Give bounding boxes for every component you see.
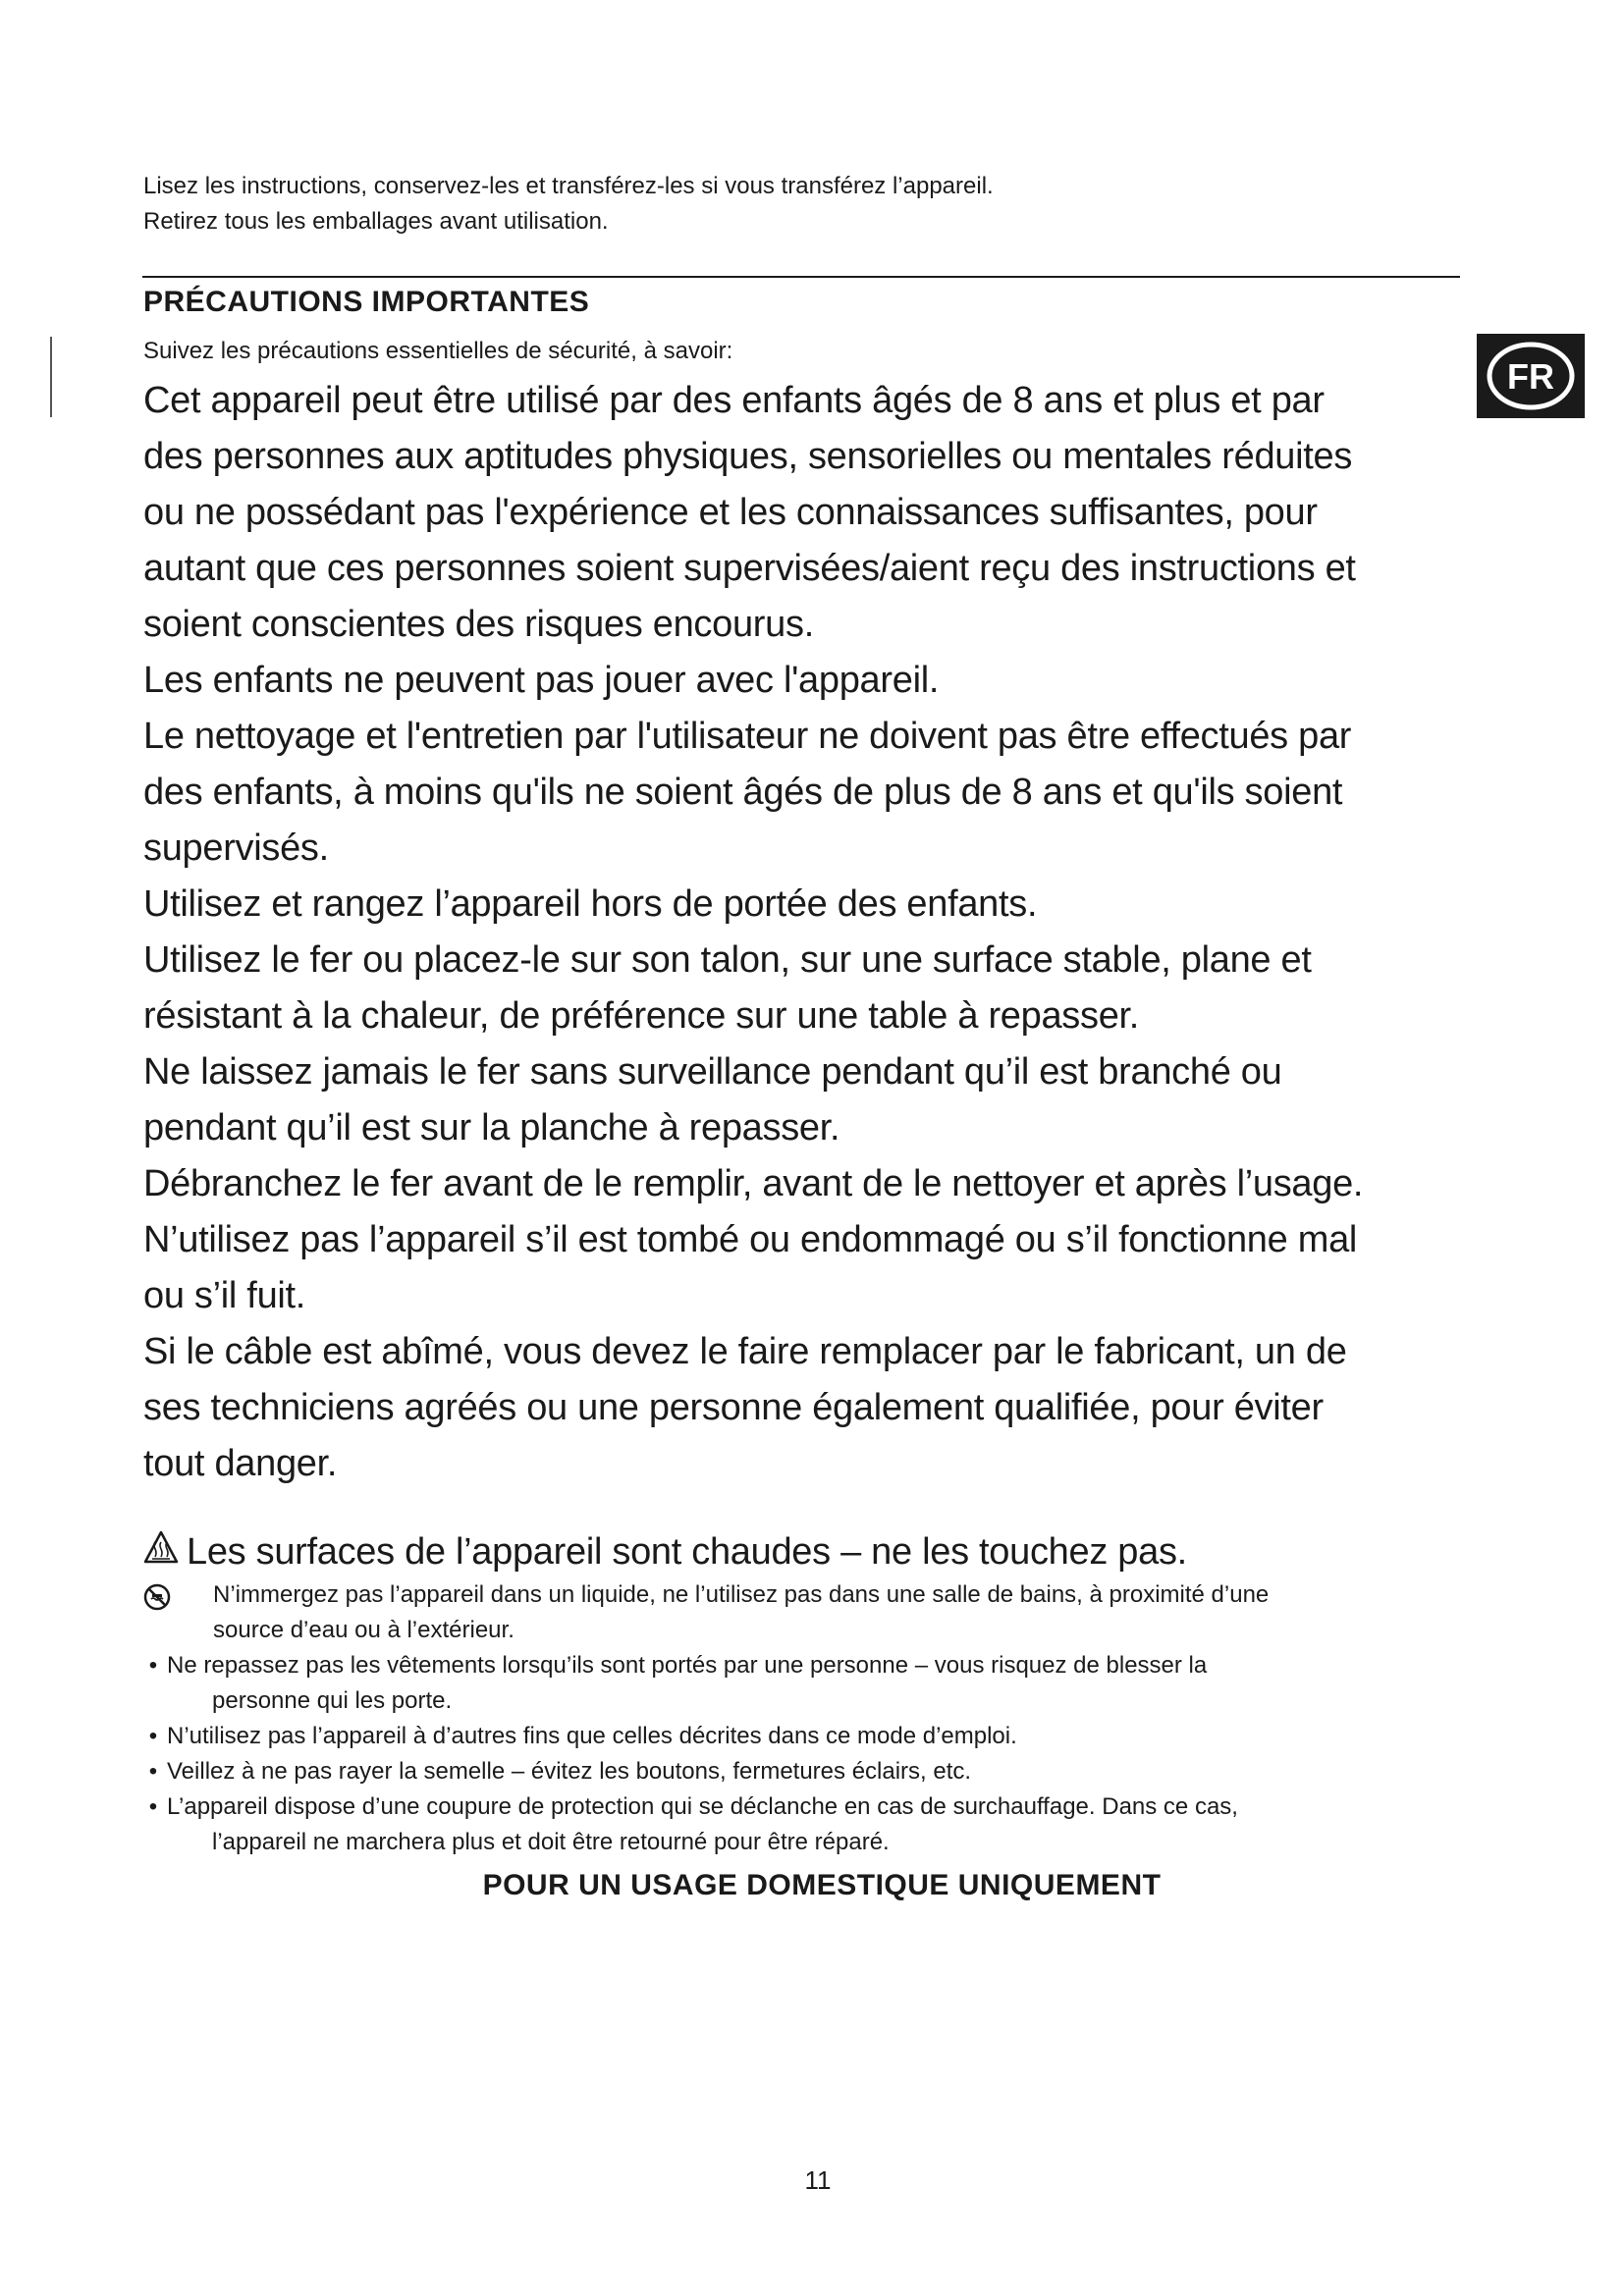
instruction-line: résistant à la chaleur, de préférence sur une table à repasser. (143, 995, 1140, 1037)
instruction-line: supervisés. (143, 828, 329, 869)
additional-precautions (143, 1577, 1469, 1860)
instruction-line: Les enfants ne peuvent pas jouer avec l'appareil. (143, 660, 940, 701)
list-item-line: l’appareil ne marchera plus et doit être retourné pour être réparé. (212, 1829, 890, 1855)
no-immersion-item (143, 1577, 1469, 1648)
instruction-line: ou ne possédant pas l'expérience et les connaissances suffisantes, pour (143, 492, 1318, 533)
list-item (143, 1754, 1469, 1789)
section-divider (142, 276, 1460, 278)
intro-text (143, 169, 1469, 240)
instruction-line: Cet appareil peut être utilisé par des enfants âgés de 8 ans et plus et par (143, 380, 1325, 421)
instruction-line: N’utilisez pas l’appareil s’il est tombé ou endommagé ou s’il fonctionne mal (143, 1219, 1358, 1260)
list-item-line: Veillez à ne pas rayer la semelle – évitez les boutons, fermetures éclairs, etc. (167, 1758, 972, 1785)
instruction-line: soient conscientes des risques encourus. (143, 604, 814, 645)
intro-line-instructions: Lisez les instructions, conservez-les et transférez-les si vous transférez l’appareil. (143, 173, 994, 199)
margin-mark (50, 337, 52, 417)
list-item-line: N’utilisez pas l’appareil à d’autres fins que celles décrites dans ce mode d’emploi. (167, 1723, 1017, 1749)
bullet-dot: • (148, 1758, 158, 1785)
instruction-line: Si le câble est abîmé, vous devez le faire remplacer par le fabricant, un de (143, 1331, 1347, 1372)
instruction-line: ou s’il fuit. (143, 1275, 306, 1316)
page-number: 11 (804, 2165, 832, 2195)
section-heading: PRÉCAUTIONS IMPORTANTES (143, 286, 590, 318)
list-item-line: personne qui les porte. (212, 1687, 453, 1714)
instruction-line: Ne laissez jamais le fer sans surveillance pendant qu’il est branché ou (143, 1051, 1282, 1093)
instruction-line: Utilisez et rangez l’appareil hors de portée des enfants. (143, 883, 1038, 925)
no-immersion-line: source d’eau ou à l’extérieur. (213, 1617, 514, 1643)
intro-line-packaging: Retirez tous les emballages avant utilisation. (143, 208, 609, 235)
hot-surface-warning-icon (143, 1524, 179, 1580)
list-item (143, 1648, 1469, 1719)
instruction-line: des enfants, à moins qu'ils ne soient âgés de plus de 8 ans et qu'ils soient (143, 772, 1343, 813)
no-immersion-icon (143, 1583, 171, 1622)
hot-surface-warning (143, 1524, 1187, 1580)
instruction-line: Le nettoyage et l'entretien par l'utilisateur ne doivent pas être effectués par (143, 716, 1352, 757)
instruction-line: ses techniciens agréés ou une personne également qualifiée, pour éviter (143, 1387, 1324, 1428)
section-subheading: Suivez les précautions essentielles de sécurité, à savoir: (143, 338, 733, 364)
list-item (143, 1789, 1469, 1860)
domestic-use-notice: POUR UN USAGE DOMESTIQUE UNIQUEMENT (482, 1869, 1162, 1901)
instruction-line: Utilisez le fer ou placez-le sur son talon, sur une surface stable, plane et (143, 939, 1312, 981)
list-item-line: Ne repassez pas les vêtements lorsqu’ils sont portés par une personne – vous risquez de blesser la (167, 1652, 1208, 1679)
bullet-dot: • (148, 1723, 158, 1749)
bullet-dot: • (148, 1652, 158, 1679)
bullet-dot: • (148, 1793, 158, 1820)
list-item (143, 1719, 1469, 1754)
instruction-line: des personnes aux aptitudes physiques, sensorielles ou mentales réduites (143, 436, 1353, 477)
list-item-line: L’appareil dispose d’une coupure de protection qui se déclanche en cas de surchauffage. Dans ce cas, (167, 1793, 1238, 1820)
no-immersion-line: N’immergez pas l’appareil dans un liquide, ne l’utilisez pas dans une salle de bains, à proximité d’une (213, 1581, 1270, 1608)
instruction-line: pendant qu’il est sur la planche à repasser. (143, 1107, 840, 1148)
hot-surface-text: Les surfaces de l’appareil sont chaudes – ne les touchez pas. (187, 1531, 1187, 1573)
safety-instructions (143, 373, 1498, 1492)
fr-badge-label: FR (1507, 356, 1554, 397)
instruction-line: Débranchez le fer avant de le remplir, avant de le nettoyer et après l’usage. (143, 1163, 1364, 1204)
instruction-line: autant que ces personnes soient supervisées/aient reçu des instructions et (143, 548, 1356, 589)
instruction-line: tout danger. (143, 1443, 338, 1484)
